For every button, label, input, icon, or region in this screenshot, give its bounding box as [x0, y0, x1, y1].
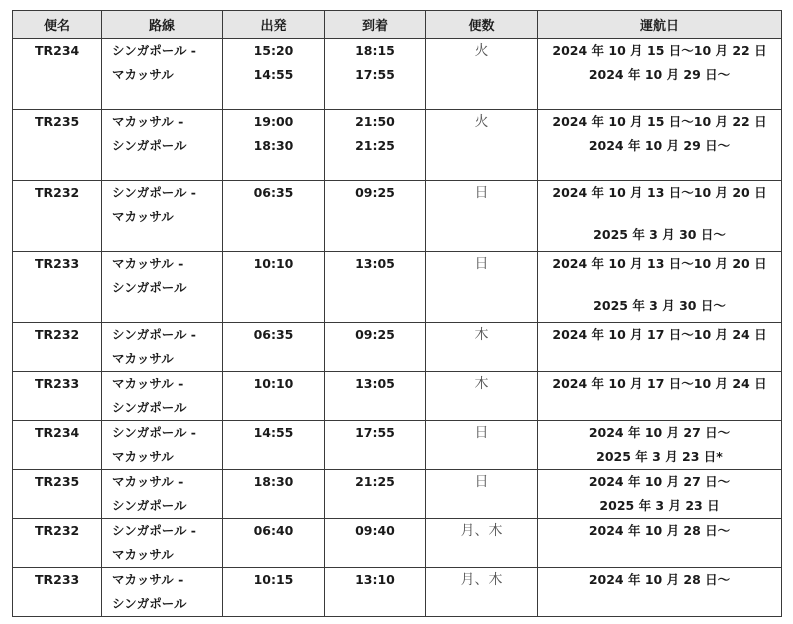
period-line: 2025 年 3 月 23 日: [599, 498, 720, 513]
period-cell: [538, 519, 782, 568]
period-line: 2025 年 3 月 23 日*: [596, 449, 723, 464]
route-cell: [102, 470, 223, 519]
header-route: 路線: [102, 11, 223, 39]
table-row: [13, 372, 782, 421]
flight-number: TR233: [13, 568, 102, 617]
period-line: 2025 年 3 月 30 日～: [593, 298, 726, 313]
days-cell: 火: [426, 39, 538, 110]
period-line: 2024 年 10 月 28 日～: [588, 572, 731, 587]
depart-time: 10:10: [223, 372, 325, 421]
arrive-time: 21:50: [355, 114, 395, 129]
period-line: 2024 年 10 月 29 日～: [588, 67, 731, 82]
depart-time: 06:35: [223, 323, 325, 372]
period-cell: [538, 181, 782, 252]
table-row: [13, 323, 782, 372]
period-cell: [538, 470, 782, 519]
depart-time: 19:00: [253, 114, 294, 129]
period-line: 2024 年 10 月 15 日～10 月 22 日: [552, 114, 767, 129]
arrive-time: 09:25: [325, 323, 426, 372]
route-cell: [102, 421, 223, 470]
route-cell: [102, 372, 223, 421]
depart-time: 10:10: [223, 252, 325, 323]
period-cell: [538, 421, 782, 470]
period-cell: [538, 323, 782, 372]
table-row: [13, 421, 782, 470]
route-destination: シンガポール: [112, 596, 187, 611]
table-row: [13, 110, 782, 181]
flight-number: TR232: [13, 519, 102, 568]
table-row: [13, 252, 782, 323]
arrive-cell: [325, 39, 426, 110]
flight-number: TR232: [13, 181, 102, 252]
arrive-time-alt: 21:25: [355, 138, 395, 153]
depart-cell: [223, 110, 325, 181]
days-cell: 日: [426, 252, 538, 323]
arrive-time: 13:05: [325, 252, 426, 323]
period-line: 2024 年 10 月 29 日～: [588, 138, 731, 153]
period-cell: [538, 252, 782, 323]
period-line: 2024 年 10 月 13 日～10 月 20 日: [552, 256, 767, 271]
flight-number: TR234: [13, 39, 102, 110]
flight-schedule-table: [12, 10, 782, 617]
days-cell: 月、木: [426, 519, 538, 568]
arrive-time: 18:15: [355, 43, 395, 58]
table-row: [13, 519, 782, 568]
depart-cell: [223, 39, 325, 110]
route-destination: シンガポール: [112, 400, 187, 415]
route-origin: シンガポール -: [112, 523, 196, 538]
days-cell: 日: [426, 421, 538, 470]
route-origin: マカッサル -: [112, 474, 184, 489]
arrive-time: 09:40: [325, 519, 426, 568]
depart-time: 06:40: [223, 519, 325, 568]
flight-number: TR235: [13, 470, 102, 519]
arrive-time: 17:55: [325, 421, 426, 470]
days-cell: 火: [426, 110, 538, 181]
depart-time: 10:15: [223, 568, 325, 617]
flight-number: TR235: [13, 110, 102, 181]
route-cell: [102, 252, 223, 323]
route-destination: マカッサル: [112, 547, 174, 562]
route-destination: マカッサル: [112, 67, 174, 82]
period-line: 2024 年 10 月 28 日～: [588, 523, 731, 538]
flight-number: TR232: [13, 323, 102, 372]
route-origin: マカッサル -: [112, 572, 184, 587]
days-cell: 日: [426, 181, 538, 252]
period-line: 2024 年 10 月 15 日～10 月 22 日: [552, 43, 767, 58]
route-origin: シンガポール -: [112, 327, 196, 342]
route-origin: マカッサル -: [112, 376, 184, 391]
days-cell: 日: [426, 470, 538, 519]
depart-time: 06:35: [223, 181, 325, 252]
period-line: 2025 年 3 月 30 日～: [593, 227, 726, 242]
depart-time-alt: 14:55: [253, 67, 294, 82]
depart-time: 14:55: [223, 421, 325, 470]
header-depart: 出発: [223, 11, 325, 39]
table-row: [13, 181, 782, 252]
table-row: [13, 39, 782, 110]
arrive-time: 09:25: [325, 181, 426, 252]
arrive-cell: [325, 110, 426, 181]
header-days: 便数: [426, 11, 538, 39]
days-cell: 月、木: [426, 568, 538, 617]
table-row: [13, 568, 782, 617]
days-cell: 木: [426, 323, 538, 372]
depart-time-alt: 18:30: [253, 138, 294, 153]
route-destination: シンガポール: [112, 138, 187, 153]
route-destination: マカッサル: [112, 209, 174, 224]
depart-time: 18:30: [223, 470, 325, 519]
period-line: 2024 年 10 月 13 日～10 月 20 日: [552, 185, 767, 200]
header-flight: 便名: [13, 11, 102, 39]
table-row: [13, 470, 782, 519]
days-cell: 木: [426, 372, 538, 421]
route-destination: シンガポール: [112, 280, 187, 295]
period-cell: [538, 39, 782, 110]
header-arrive: 到着: [325, 11, 426, 39]
flight-number: TR233: [13, 252, 102, 323]
route-origin: マカッサル -: [112, 256, 184, 271]
header-period: 運航日: [538, 11, 782, 39]
route-cell: [102, 110, 223, 181]
flight-number: TR233: [13, 372, 102, 421]
route-cell: [102, 323, 223, 372]
period-cell: [538, 568, 782, 617]
route-destination: シンガポール: [112, 498, 187, 513]
route-cell: [102, 39, 223, 110]
arrive-time-alt: 17:55: [355, 67, 395, 82]
route-destination: マカッサル: [112, 351, 174, 366]
arrive-time: 21:25: [325, 470, 426, 519]
period-line: 2024 年 10 月 17 日～10 月 24 日: [552, 327, 767, 342]
route-origin: マカッサル -: [112, 114, 184, 129]
period-cell: [538, 372, 782, 421]
period-line: 2024 年 10 月 27 日～: [588, 425, 731, 440]
period-line: 2024 年 10 月 17 日～10 月 24 日: [552, 376, 767, 391]
route-origin: シンガポール -: [112, 43, 196, 58]
arrive-time: 13:05: [325, 372, 426, 421]
route-cell: [102, 519, 223, 568]
period-line: 2024 年 10 月 27 日～: [588, 474, 731, 489]
depart-time: 15:20: [253, 43, 294, 58]
route-destination: マカッサル: [112, 449, 174, 464]
flight-number: TR234: [13, 421, 102, 470]
route-cell: [102, 568, 223, 617]
route-origin: シンガポール -: [112, 425, 196, 440]
route-origin: シンガポール -: [112, 185, 196, 200]
period-cell: [538, 110, 782, 181]
route-cell: [102, 181, 223, 252]
header-row: [13, 11, 782, 39]
arrive-time: 13:10: [325, 568, 426, 617]
